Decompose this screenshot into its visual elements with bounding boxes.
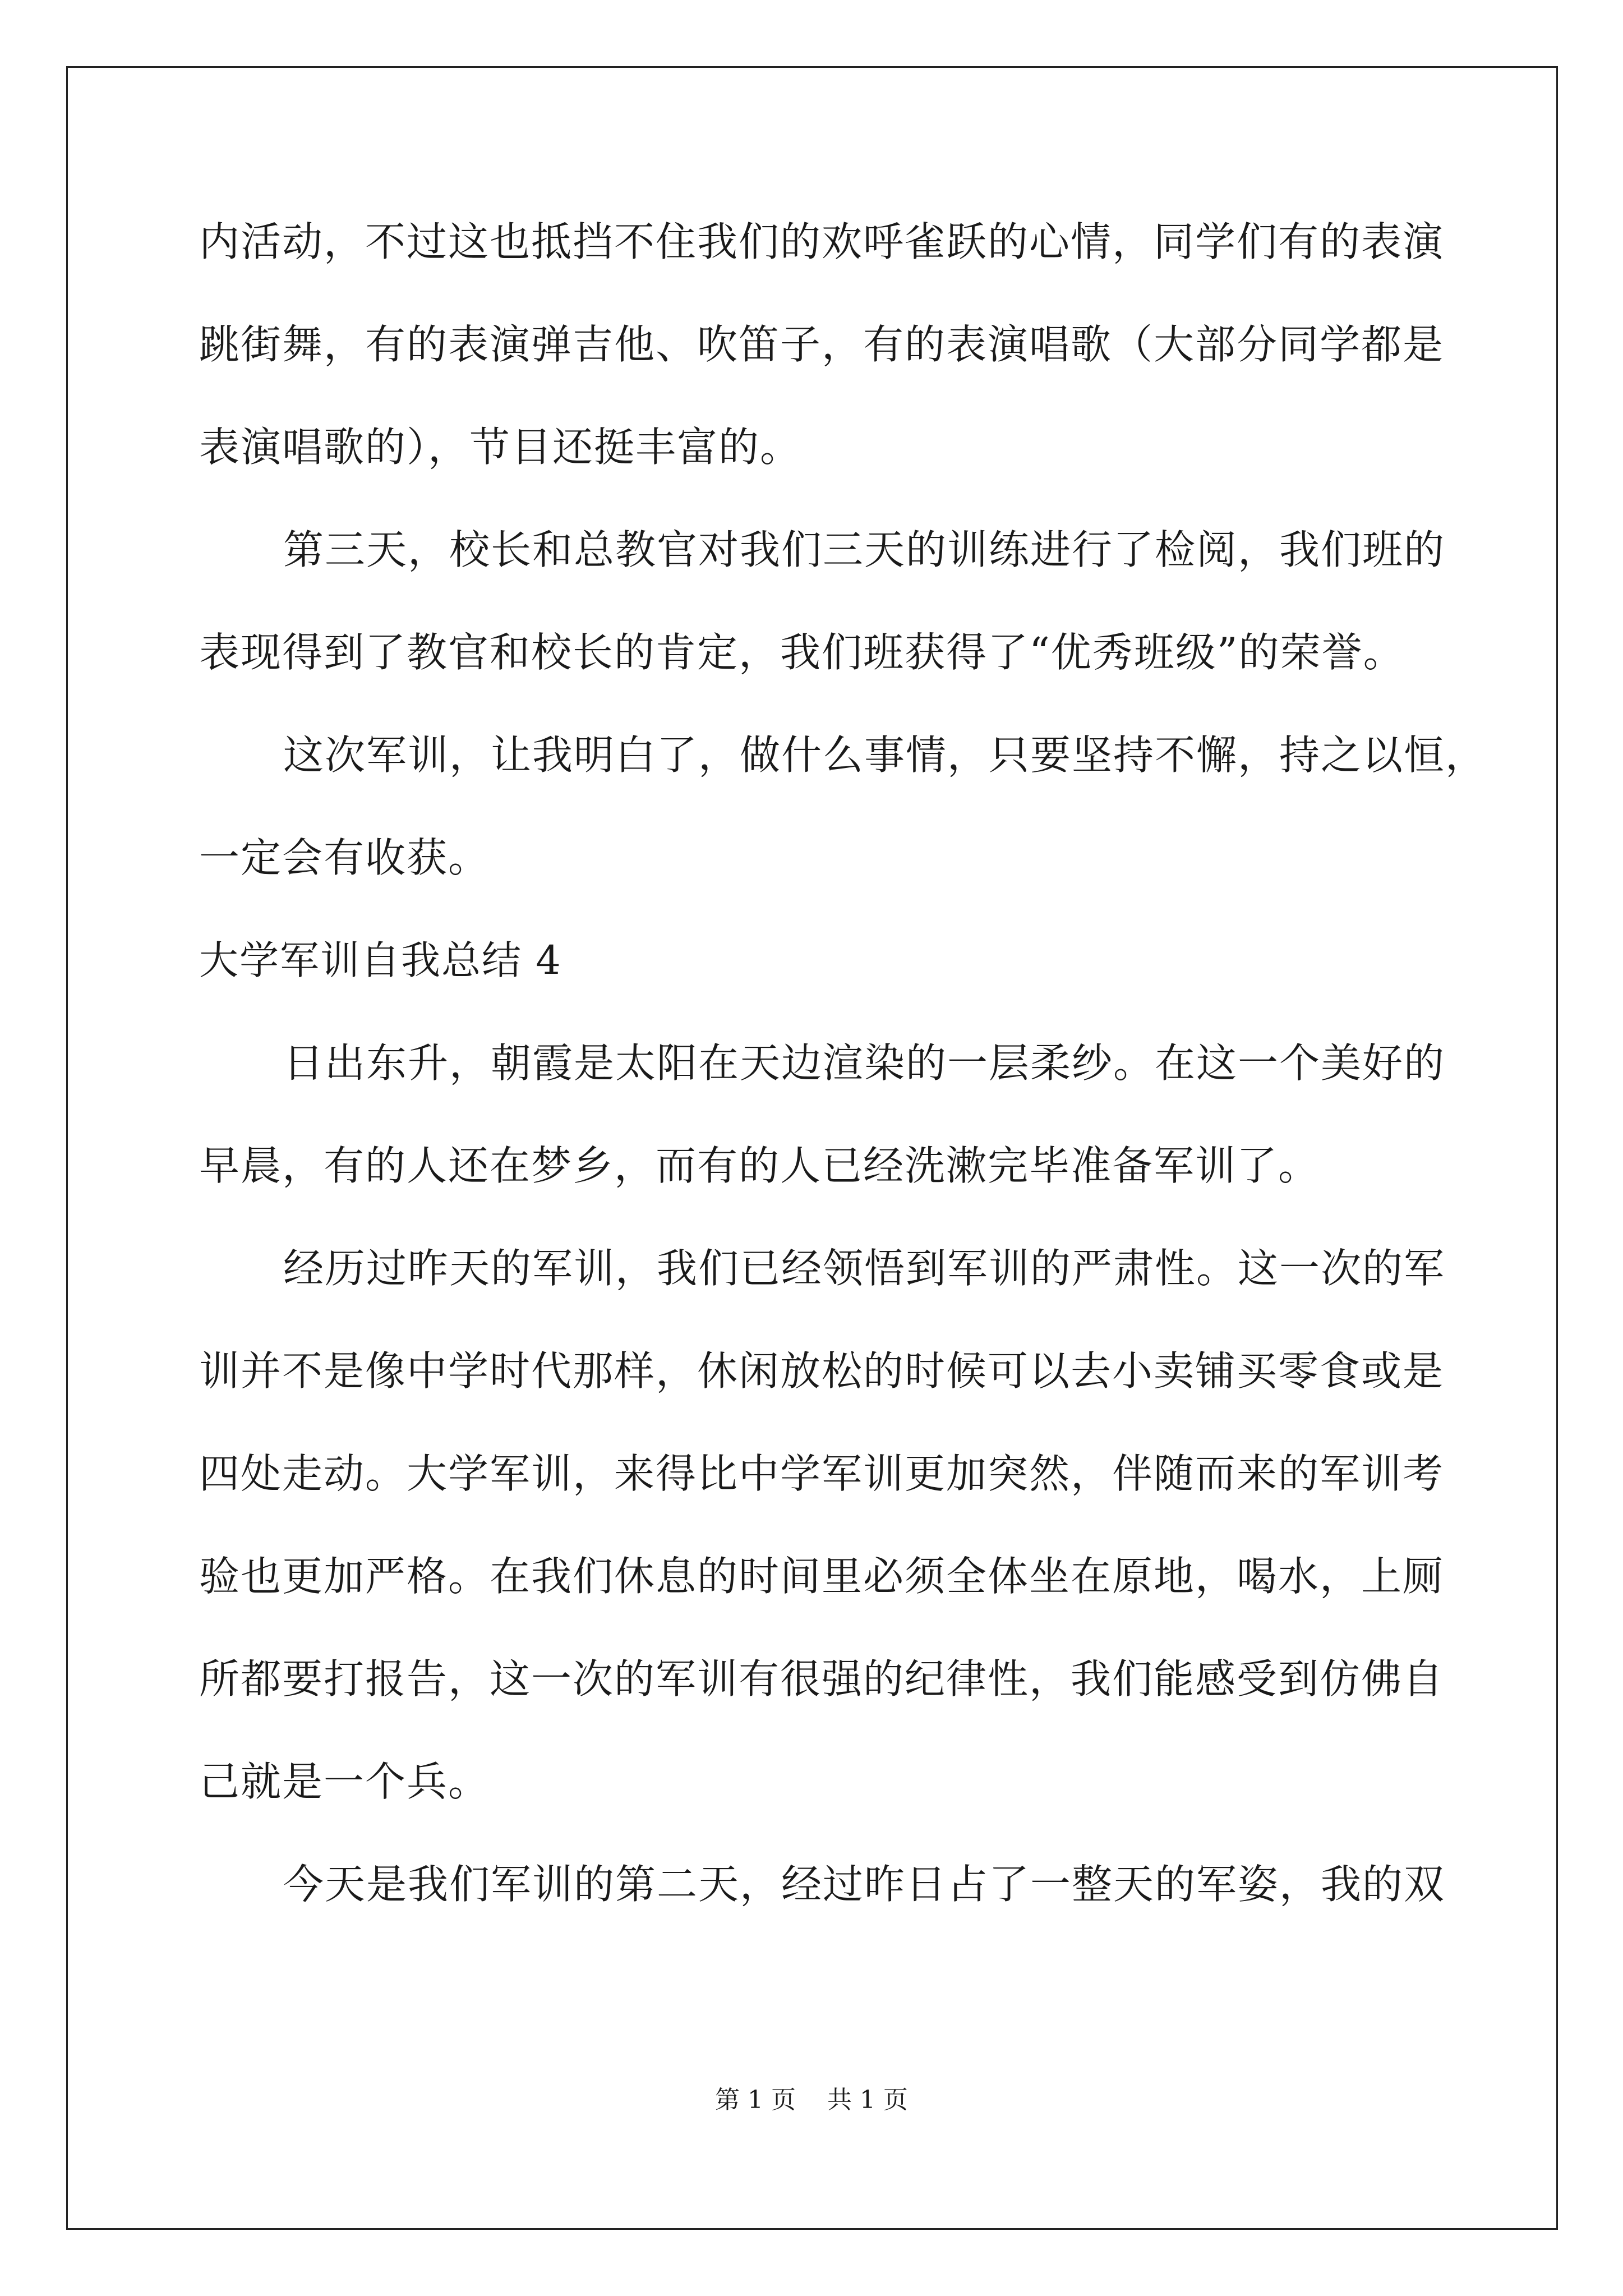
text-line: 所都要打报告，这一次的军训有很强的纪律性，我们能感受到仿佛自: [199, 1655, 1445, 1703]
text-line: 己就是一个兵。: [199, 1758, 490, 1805]
text-line: 这次军训，让我明白了，做什么事情，只要坚持不懈，持之以恒，: [283, 731, 1487, 779]
text-line: 经历过昨天的军训，我们已经领悟到军训的严肃性。这一次的军: [283, 1245, 1446, 1292]
text-line: 早晨，有的人还在梦乡，而有的人已经洗漱完毕准备军训了。: [199, 1142, 1320, 1189]
section-heading: 大学军训自我总结 4: [199, 937, 562, 983]
page-footer: 第 1 页 共 1 页: [715, 2086, 908, 2114]
text-line: 训并不是像中学时代那样，休闲放松的时候可以去小卖铺买零食或是: [199, 1347, 1445, 1395]
text-line: 一定会有收获。: [199, 834, 490, 881]
text-line: 表演唱歌的），节目还挺丰富的。: [199, 424, 802, 471]
text-line: 验也更加严格。在我们休息的时间里必须全体坐在原地，喝水，上厕: [199, 1553, 1445, 1600]
text-line: 表现得到了教官和校长的肯定，我们班获得了“优秀班级”的荣誉。: [199, 629, 1405, 676]
text-line: 跳街舞，有的表演弹吉他、吹笛子，有的表演唱歌（大部分同学都是: [199, 321, 1445, 368]
text-line: 日出东升，朝霞是太阳在天边渲染的一层柔纱。在这一个美好的: [283, 1039, 1446, 1087]
text-line: 今天是我们军训的第二天，经过昨日占了一整天的军姿，我的双: [283, 1861, 1446, 1908]
text-line: 内活动，不过这也抵挡不住我们的欢呼雀跃的心情，同学们有的表演: [199, 218, 1445, 265]
document-body: [199, 218, 1487, 1967]
text-line: 四处走动。大学军训，来得比中学军训更加突然，伴随而来的军训考: [199, 1450, 1445, 1497]
text-line: 第三天，校长和总教官对我们三天的训练进行了检阅，我们班的: [283, 526, 1446, 573]
